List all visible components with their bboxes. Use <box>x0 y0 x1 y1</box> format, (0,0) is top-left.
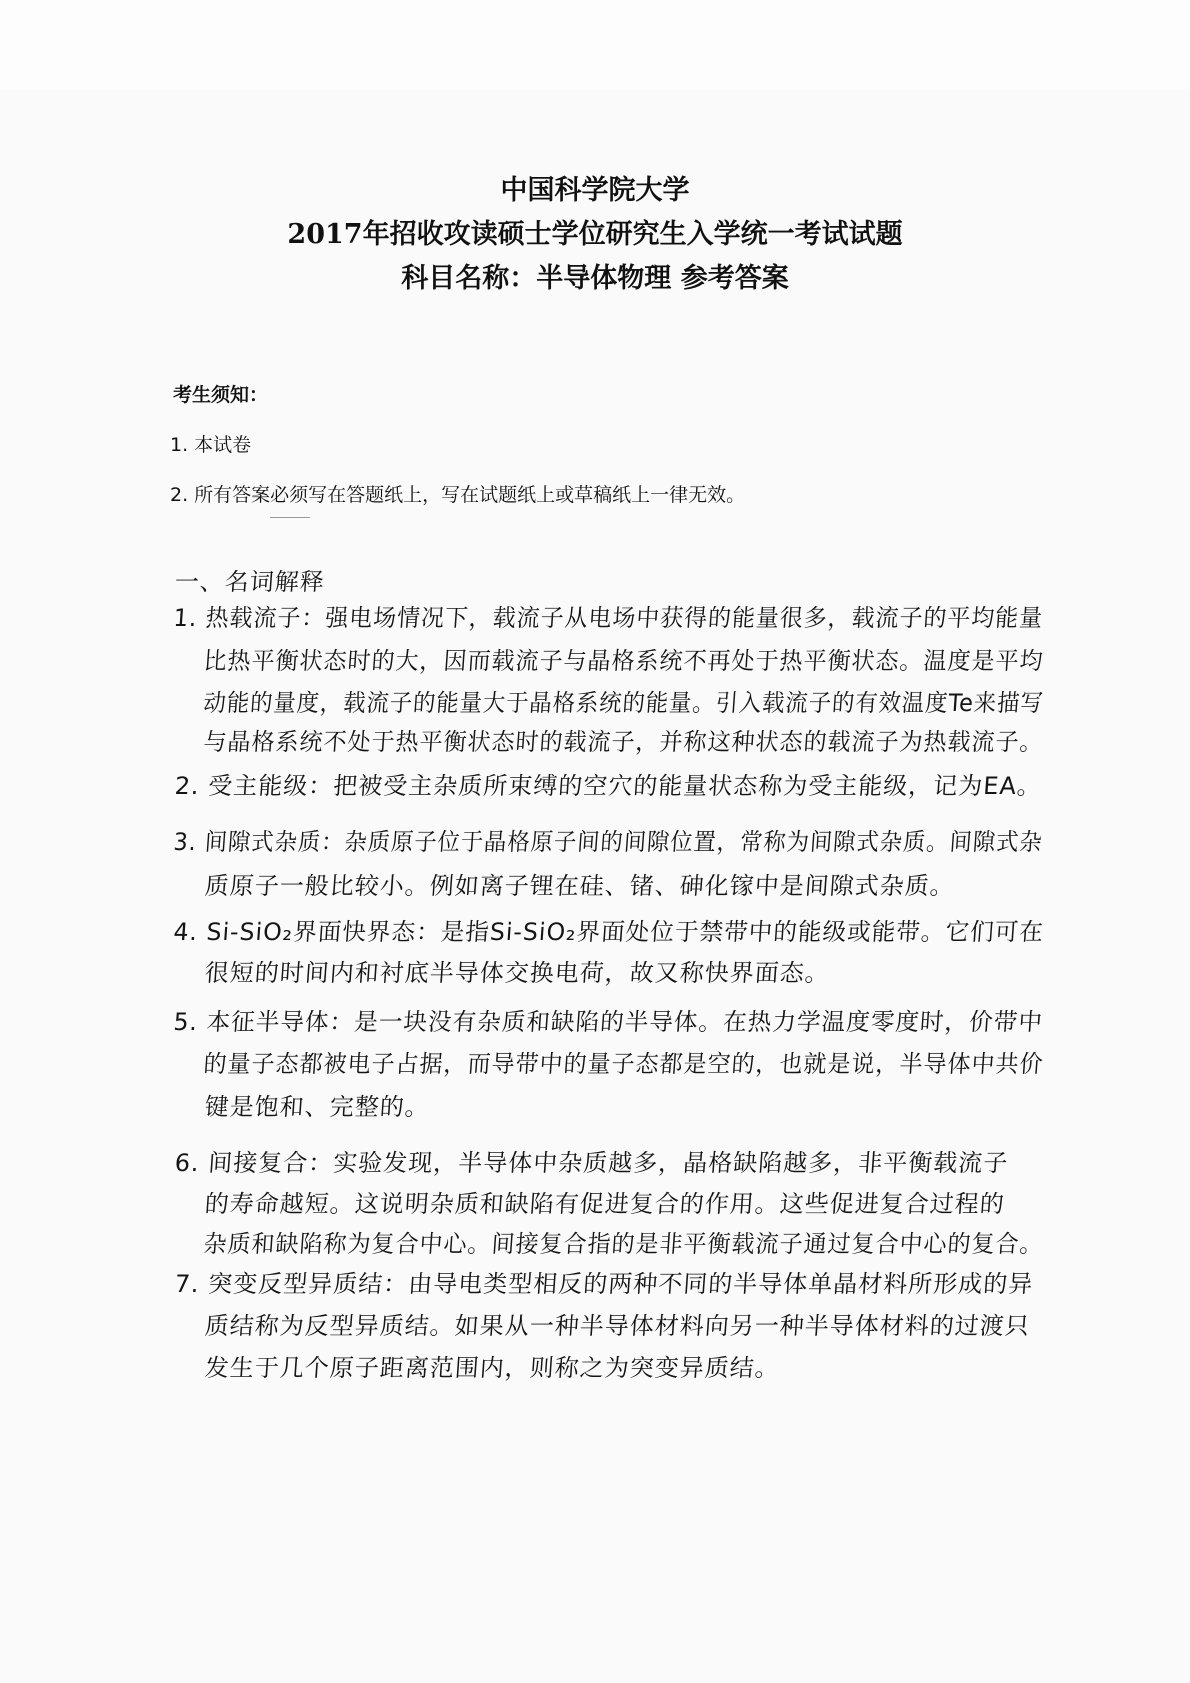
answer-line: 的量子态都被电子占据，而导带中的量子态都是空的，也就是说，半导体中共价 <box>202 1050 1045 1078</box>
answer-line: 键是饱和、完整的。 <box>203 1093 431 1121</box>
answer-line: 与晶格系统不处于热平衡状态时的载流子，并称这种状态的载流子为热载流子。 <box>202 728 1045 756</box>
divider <box>270 517 310 518</box>
answer-line: 比热平衡状态时的大，因而载流子与晶格系统不再处于热平衡状态。温度是平均 <box>202 647 1045 675</box>
section-title: 一、名词解释 <box>173 568 326 596</box>
answer-line: 6. 间接复合：实验发现，半导体中杂质越多，晶格缺陷越多，非平衡载流子 <box>173 1149 1010 1177</box>
notice-item-1: 1. 本试卷 <box>170 434 252 456</box>
answer-line: 5. 本征半导体：是一块没有杂质和缺陷的半导体。在热力学温度零度时，价带中 <box>172 1008 1044 1036</box>
answer-line: 7. 突变反型异质结：由导电类型相反的两种不同的半导体单晶材料所形成的异 <box>173 1270 1035 1298</box>
answer-line: 2. 受主能级：把被受主杂质所束缚的空穴的能量状态称为受主能级，记为EA。 <box>173 772 1043 800</box>
answer-line: 的寿命越短。这说明杂质和缺陷有促进复合的作用。这些促进复合过程的 <box>203 1190 1006 1218</box>
answer-line: 质原子一般比较小。例如离子锂在硅、锗、砷化镓中是间隙式杂质。 <box>203 872 956 900</box>
answer-line: 发生于几个原子距离范围内，则称之为突变异质结。 <box>203 1354 781 1382</box>
answer-line: 质结称为反型异质结。如果从一种半导体材料向另一种半导体材料的过渡只 <box>203 1312 1031 1340</box>
notice-heading: 考生须知： <box>173 384 269 406</box>
answer-line: 3. 间隙式杂质：杂质原子位于晶格原子间的间隙位置，常称为间隙式杂质。间隙式杂 <box>172 828 1044 856</box>
answer-line: 动能的量度，载流子的能量大于晶格系统的能量。引入载流子的有效温度Te来描写 <box>202 689 1045 717</box>
exam-title: 2017年招收攻读硕士学位研究生入学统一考试试题 <box>287 219 903 250</box>
answer-line: 很短的时间内和衬底半导体交换电荷，故又称快界面态。 <box>203 959 831 987</box>
answer-line: 1. 热载流子：强电场情况下，载流子从电场中获得的能量很多，载流子的平均能量 <box>172 604 1045 632</box>
notice-item-2: 2. 所有答案必须写在答题纸上，写在试题纸上或草稿纸上一律无效。 <box>170 484 746 506</box>
subject-title: 科目名称：半导体物理 参考答案 <box>401 263 789 294</box>
answer-line: 杂质和缺陷称为复合中心。间接复合指的是非平衡载流子通过复合中心的复合。 <box>202 1230 1045 1258</box>
school-name: 中国科学院大学 <box>500 175 690 206</box>
answer-line: 4. Si-SiO₂界面快界态：是指Si-SiO₂界面处位于禁带中的能级或能带。它们可在 <box>172 918 1045 946</box>
